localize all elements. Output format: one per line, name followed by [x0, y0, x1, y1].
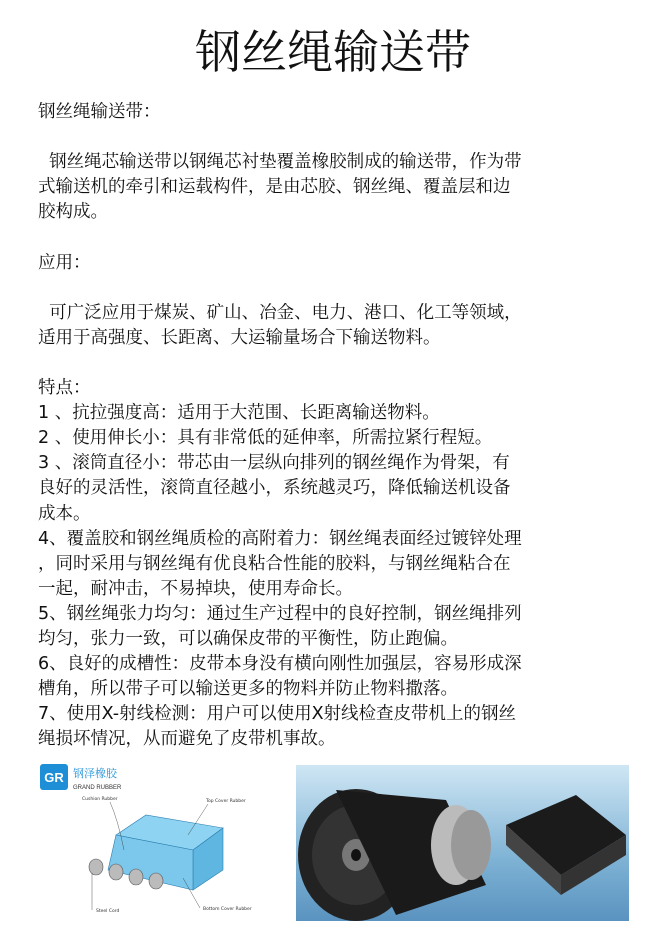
belt-structure-diagram	[38, 760, 280, 922]
text-line: 一起，耐冲击，不易掉块，使用寿命长。	[38, 578, 353, 599]
conveyor-belt-photo	[296, 765, 629, 921]
article-body	[38, 100, 638, 752]
logo-text: GR	[44, 770, 64, 785]
brand-en: GRAND RUBBER	[73, 785, 122, 791]
blank-line	[38, 125, 638, 150]
text-line: 成本。	[38, 503, 91, 524]
label-cushion: Cushion Rubber	[82, 797, 118, 802]
blank-line	[38, 225, 638, 250]
text-line: 钢丝绳输送带：	[38, 102, 161, 122]
text-line: 6、良好的成槽性：皮带本身没有横向刚性加强层，容易形成深	[38, 654, 522, 675]
label-top: Top Cover Rubber	[206, 799, 246, 804]
text-line: 钢丝绳芯输送带以钢绳芯衬垫覆盖橡胶制成的输送带，作为带	[38, 152, 522, 173]
text-line: 胶构成。	[38, 202, 108, 223]
brand-cn: 钢泽橡胶	[73, 767, 117, 780]
blank-line	[38, 351, 638, 376]
label-bottom: Bottom Cover Rubber	[203, 907, 252, 912]
text-line: 可广泛应用于煤炭、矿山、冶金、电力、港口、化工等领域，	[38, 302, 522, 323]
text-line: 特点：	[38, 378, 91, 399]
page-title: 钢丝绳输送带	[195, 25, 471, 79]
text-line: 5、钢丝绳张力均匀：通过生产过程中的良好控制，钢丝绳排列	[38, 603, 522, 624]
text-line: 2 、使用伸长小：具有非常低的延伸率，所需拉紧行程短。	[38, 428, 493, 449]
text-line: 4、覆盖胶和钢丝绳质检的高附着力：钢丝绳表面经过镀锌处理	[38, 528, 522, 549]
text-line: 均匀，张力一致，可以确保皮带的平衡性，防止跑偏。	[38, 628, 458, 649]
text-line: 槽角，所以带子可以输送更多的物料并防止物料撒落。	[38, 679, 458, 700]
text-line: 适用于高强度、长距离、大运输量场合下输送物料。	[38, 327, 441, 348]
text-line: 式输送机的牵引和运载构件，是由芯胶、钢丝绳、覆盖层和边	[38, 177, 511, 198]
text-line: 良好的灵活性，滚筒直径越小，系统越灵巧，降低输送机设备	[38, 478, 511, 499]
text-line: 应用：	[38, 252, 91, 273]
blank-line	[38, 276, 638, 301]
text-line: 3 、滚筒直径小：带芯由一层纵向排列的钢丝绳作为骨架，有	[38, 453, 510, 474]
text-line: 绳损坏情况，从而避免了皮带机事故。	[38, 729, 336, 750]
text-line: ，同时采用与钢丝绳有优良粘合性能的胶料，与钢丝绳粘合在	[38, 553, 511, 574]
text-line: 1 、抗拉强度高：适用于大范围、长距离输送物料。	[38, 403, 440, 424]
label-steel: Steel Cord	[96, 909, 120, 914]
text-line: 7、使用X-射线检测：用户可以使用X射线检查皮带机上的钢丝	[38, 704, 517, 725]
